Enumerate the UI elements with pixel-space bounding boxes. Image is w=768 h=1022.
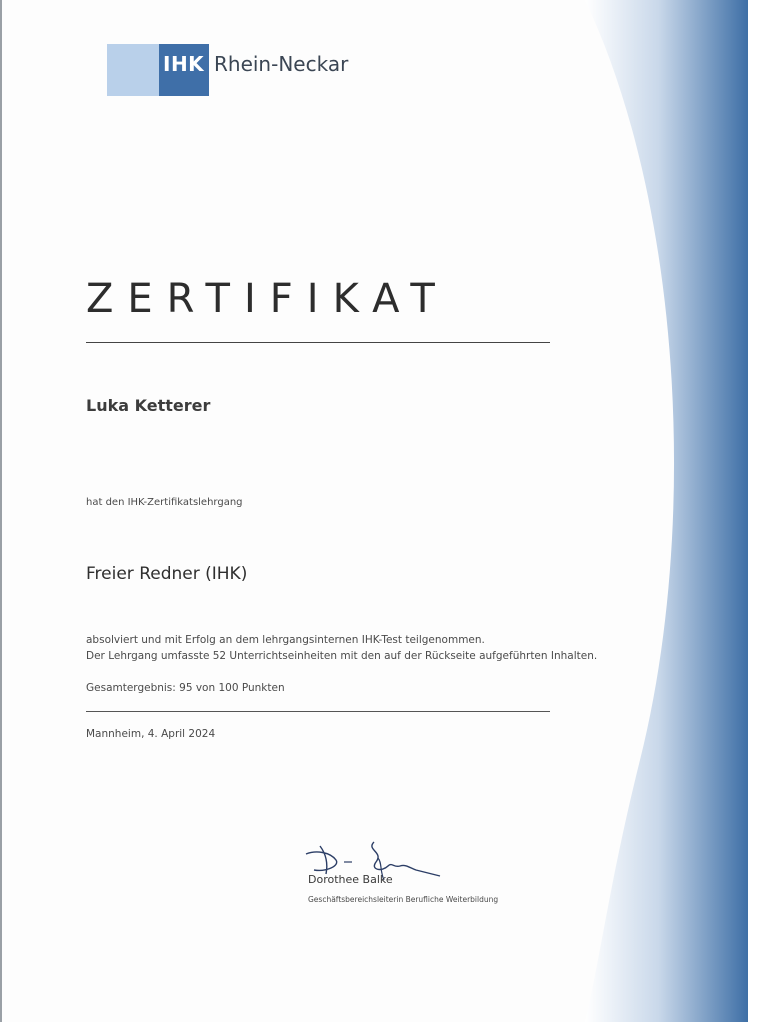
logo-region-text: Rhein-Neckar <box>214 52 349 76</box>
body-text <box>86 632 646 664</box>
course-name: Freier Redner (IHK) <box>86 564 248 584</box>
place-date: Mannheim, 4. April 2024 <box>86 728 216 740</box>
body-line-2: Der Lehrgang umfasste 52 Unterrichtseinheiten mit den auf der Rückseite aufgeführten Inhalten. <box>86 650 598 662</box>
certificate-title: ZERTIFIKAT <box>86 276 449 322</box>
intro-text: hat den IHK-Zertifikatslehrgang <box>86 497 243 508</box>
signer-name: Dorothee Balke <box>308 873 393 886</box>
result-rule <box>86 711 550 712</box>
logo-ihk-text: IHK <box>163 52 205 76</box>
ihk-logo <box>107 44 357 96</box>
recipient-name: Luka Ketterer <box>86 396 211 415</box>
signer-role: Geschäftsbereichsleiterin Berufliche Weiterbildung <box>308 895 499 904</box>
title-rule <box>86 342 550 343</box>
body-line-1: absolviert und mit Erfolg an dem lehrgangsinternen IHK-Test teilgenommen. <box>86 634 485 646</box>
total-result: Gesamtergebnis: 95 von 100 Punkten <box>86 682 285 694</box>
